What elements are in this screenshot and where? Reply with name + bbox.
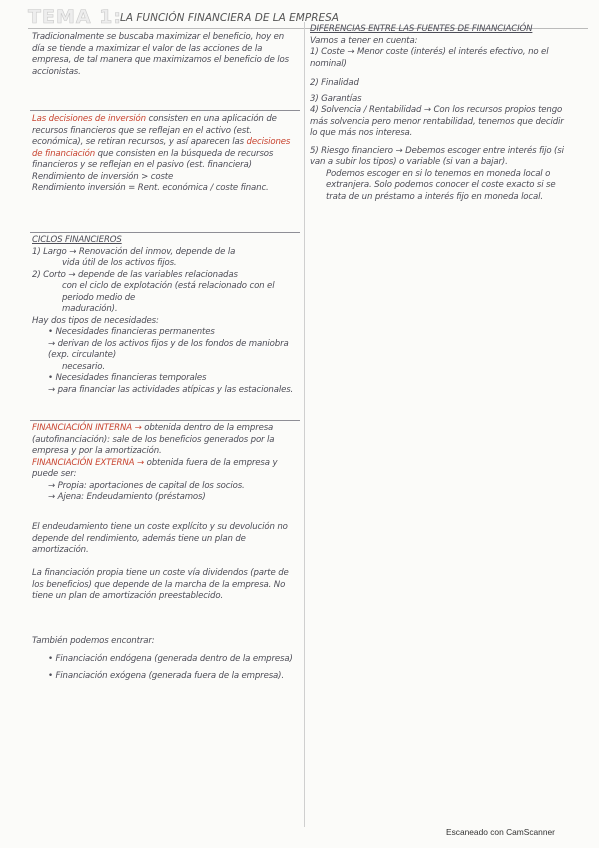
- tambien-section: También podemos encontrar: • Financiación endógena (generada dentro de la empresa) • Financiación exógena (generada fuera de la empresa).: [32, 636, 293, 681]
- column-divider: [304, 22, 305, 827]
- section-divider: [30, 232, 300, 233]
- intro-paragraph: Tradicionalmente se buscaba maximizar el beneficio, hoy en día se tiende a maximizar el valor de las acciones de la empresa, de tal manera que maximizamos el beneficio de los accionistas.: [32, 32, 289, 77]
- ciclos-section: CICLOS FINANCIEROS 1) Largo → Renovación del inmov, depende de la vida útil de los activos fijos. 2) Corto → depende de las variables relacionadas con el ciclo de explotación (está relacionado con el periodo medio de maduración). Hay dos tipos de necesidades: • Necesidades financieras permanentes → derivan de los activos fijos y de los fondos de maniobra (exp. circulante) necesario. • Necesidades financieras temporales → para financiar las actividades atípicas y las estacionales.: [32, 235, 294, 395]
- endeudamiento-paragraph: El endeudamiento tiene un coste explícito y su devolución no depende del rendimiento, además tiene un plan de amortización.: [32, 522, 288, 555]
- financiacion-section: FINANCIACIÓN INTERNA → obtenida dentro de la empresa (autofinanciación): sale de los beneficios generados por la empresa y por la amortización. FINANCIACIÓN EXTERNA → obtenida fuera de la empresa y puede ser: → Propia: aportaciones de capital de los socios. → Ajena: Endeudamiento (préstamos): [32, 423, 278, 502]
- fin-propia-paragraph: La financiación propia tiene un coste vía dividendos (parte de los beneficios) que depende de la marcha de la empresa. No tiene un plan de amortización preestablecido.: [32, 568, 289, 601]
- inversion-paragraph: Las decisiones de inversión consisten en una aplicación de recursos financieros que se reflejan en el activo (est. económica), se retiran recursos, y así aparecen las decisiones de financiación que consisten en la búsqueda de recursos financieros y se reflejan en el pasivo (est. financiera) Rendimiento de inversión > coste Rendimiento inversión = Rent. económica / coste financ.: [32, 114, 291, 193]
- section-divider: [30, 420, 300, 421]
- section-divider: [30, 110, 300, 111]
- scanner-watermark: Escaneado con CamScanner: [446, 827, 555, 837]
- tema-heading: TEMA 1:: [28, 6, 122, 28]
- page-title: LA FUNCIÓN FINANCIERA DE LA EMPRESA: [120, 12, 339, 24]
- diferencias-section: DIFERENCIAS ENTRE LAS FUENTES DE FINANCIACIÓN Vamos a tener en cuenta: 1) Coste → Menor coste (interés) el interés efectivo, no el nominal) 2) Finalidad 3) Garantías 4) Solvencia / Rentabilidad → Con los recursos propios tengo más solvencia pero menor rentabilidad, tenemos que decidir lo que más nos interesa. 5) Riesgo financiero → Debemos escoger entre interés fijo (si van a subir los tipos) o variable (si van a bajar). Podemos escoger en si lo tenemos en moneda local o extranjera. Solo podemos conocer el coste exacto si se trata de un préstamo a interés fijo en moneda local.: [310, 24, 564, 202]
